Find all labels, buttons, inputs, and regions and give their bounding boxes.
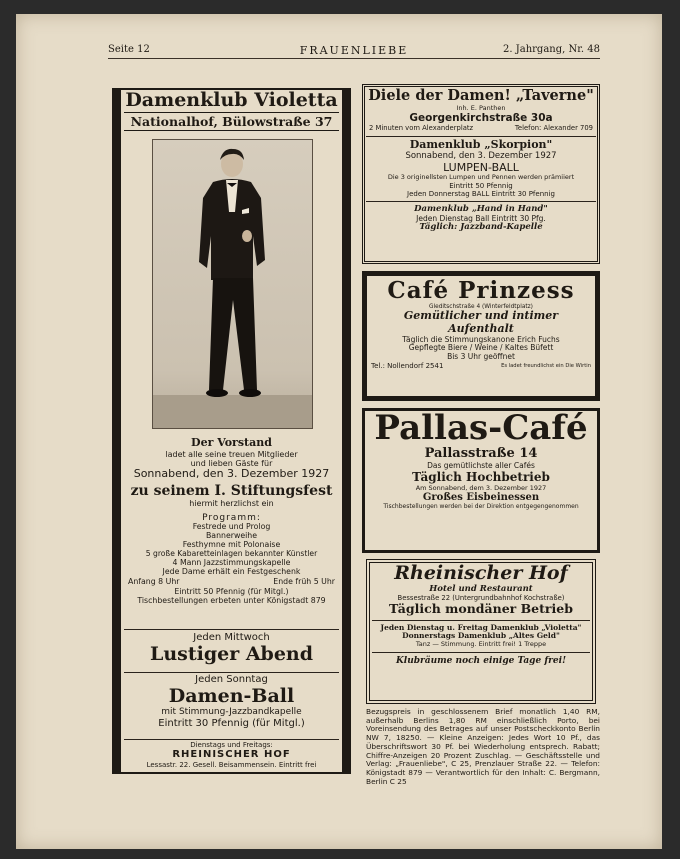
divider bbox=[124, 672, 339, 673]
violetta-venue-address: Lessastr. 22. Gesell. Beisammensein. Eintritt frei bbox=[146, 760, 317, 769]
violetta-event: zu seinem I. Stiftungsfest bbox=[130, 482, 333, 499]
taverne-event: LUMPEN-BALL bbox=[443, 160, 519, 174]
violetta-welcome: hiermit herzlichst ein bbox=[189, 498, 274, 508]
pallas-daily: Täglich Hochbetrieb bbox=[412, 469, 550, 484]
rheinischer-dance: Tanz — Stimmung. Eintritt frei! 1 Treppe bbox=[415, 640, 547, 649]
taverne-title: Diele der Damen! „Taverne" bbox=[368, 87, 594, 104]
taverne-hand-in-hand: Damenklub „Hand in Hand" bbox=[414, 203, 548, 214]
prinzess-street-note: (Winterfeldtplatz) bbox=[481, 304, 533, 311]
taverne-daily: Täglich: Jazzband-Kapelle bbox=[419, 222, 543, 233]
rheinischer-street: Bessestraße 22 (Untergrundbahnhof Kochstraße) bbox=[397, 593, 565, 602]
violetta-footer bbox=[124, 741, 339, 769]
violetta-end: Ende früh 5 Uhr bbox=[273, 576, 335, 586]
rheinischer-content bbox=[372, 563, 590, 666]
taverne-owner: Inh. E. Panthen bbox=[456, 103, 506, 112]
violetta-body bbox=[124, 437, 339, 606]
taverne-prize: Die 3 originellsten Lumpen und Pennen werden prämiiert bbox=[387, 173, 575, 182]
program-item: Bannerweihe bbox=[205, 531, 258, 541]
prinzess-content bbox=[369, 278, 593, 372]
violetta-wed: Jeden Mittwoch bbox=[193, 632, 270, 643]
violetta-invite-1: ladet alle seine treuen Mitglieder bbox=[165, 449, 298, 459]
taverne-phone: Telefon: Alexander 709 bbox=[514, 124, 593, 133]
violetta-entry: Eintritt 50 Pfennig (für Mitgl.) bbox=[174, 586, 289, 596]
prinzess-daily: Täglich die Stimmungskanone Erich Fuchs bbox=[402, 334, 560, 344]
violetta-sun-music: mit Stimmung-Jazzbandkapelle bbox=[161, 707, 302, 718]
pallas-street: Pallasstraße 14 bbox=[424, 446, 538, 462]
prinzess-slogan-1: Gemütlicher und intimer bbox=[403, 309, 559, 323]
violetta-sun-entry: Eintritt 30 Pfennig (für Mitgl.) bbox=[158, 717, 305, 729]
taverne-street: Georgenkirchstraße 30a bbox=[409, 112, 553, 125]
prinzess-host: Es ladet freundlichst ein Die Wirtin bbox=[501, 362, 591, 369]
pallas-content bbox=[367, 410, 595, 511]
prinzess-title: Café Prinzess bbox=[387, 277, 575, 304]
rheinischer-tue-fri: Jeden Dienstag u. Freitag Damenklub „Violetta" bbox=[380, 622, 582, 632]
subscription-notice: Bezugspreis in geschlossenem Brief monatlich 1,40 RM, außerhalb Berlins 1,80 RM einschließlich Porto, bei Voreinsendung des Betrages auf unser Postscheckkonto Berlin NW 7, 18250. — Kleine Anzeigen: Jedes Wort 10 Pf., das Überschriftswort 30 Pf. bei Wiederholung entsprech. Rabatt; Chiffre-Anzeigen 20 Prozent Zuschlag. — Geschäftsstelle und Verlag: „Frauenliebe", C 25, Prenzlauer Straße 22. — Telefon: Königstadt 879 — Verantwortlich für den Inhalt: C. Bergmann, Berlin C 25 bbox=[366, 707, 600, 786]
violetta-program-title: Programm: bbox=[202, 512, 261, 523]
violetta-venue: RHEINISCHER HOF bbox=[172, 749, 291, 761]
program-item: Festrede und Prolog bbox=[192, 522, 271, 532]
page-number: Seite 12 bbox=[108, 44, 150, 55]
pallas-title: Pallas-Café bbox=[374, 408, 588, 448]
prinzess-phone: Tel.: Nollendorf 2541 bbox=[371, 361, 444, 370]
taverne-near: 2 Minuten vom Alexanderplatz bbox=[369, 124, 474, 133]
violetta-invite-2: und lieben Gäste für bbox=[190, 458, 273, 468]
portrait-photo bbox=[152, 139, 313, 429]
program-item: 4 Mann Jazzstimmungskapelle bbox=[172, 557, 291, 567]
taverne-content bbox=[366, 88, 596, 233]
issue-number: 2. Jahrgang, Nr. 48 bbox=[503, 44, 600, 55]
violetta-title: Damenklub Violetta bbox=[125, 89, 338, 111]
pallas-date: Am Sonnabend, dem 3. Dezember 1927 bbox=[415, 483, 547, 492]
violetta-sunday bbox=[124, 674, 339, 729]
pallas-reservations: Tischbestellungen werden bei der Direktion entgegengenommen bbox=[383, 502, 579, 510]
prinzess-slogan-2: Aufenthalt bbox=[448, 322, 514, 336]
prinzess-drinks: Gepflegte Biere / Weine / Kaltes Büfett bbox=[408, 343, 554, 353]
taverne-date: Sonnabend, den 3. Dezember 1927 bbox=[405, 150, 557, 161]
divider bbox=[124, 629, 339, 630]
violetta-date: Sonnabend, den 3. Dezember 1927 bbox=[133, 467, 330, 481]
rheinischer-title: Rheinischer Hof bbox=[394, 562, 568, 584]
violetta-tue-fri: Dienstags und Freitags: bbox=[190, 741, 273, 749]
prinzess-street: Gleditschstraße 4 bbox=[429, 304, 481, 311]
taverne-thursday: Jeden Donnerstag BALL Eintritt 30 Pfennig bbox=[407, 189, 555, 198]
program-item: Jede Dame erhält ein Festgeschenk bbox=[162, 566, 301, 576]
program-item: 5 große Kabaretteinlagen bekannter Künstler bbox=[145, 549, 318, 559]
violetta-wed-event: Lustiger Abend bbox=[149, 642, 314, 665]
taverne-hih-tuesday: Jeden Dienstag Ball Eintritt 30 Pfg. bbox=[416, 213, 546, 223]
prinzess-open: Bis 3 Uhr geöffnet bbox=[447, 351, 515, 361]
violetta-address: Nationalhof, Bülowstraße 37 bbox=[124, 112, 339, 131]
page-header bbox=[108, 44, 600, 59]
pallas-event: Großes Eisbeinessen bbox=[422, 492, 540, 504]
magazine-title: FRAUENLIEBE bbox=[299, 44, 409, 57]
taverne-entry: Eintritt 50 Pfennig bbox=[449, 181, 513, 190]
rheinischer-sub: Hotel und Restaurant bbox=[429, 583, 533, 594]
violetta-board: Der Vorstand bbox=[191, 436, 272, 449]
rheinischer-rooms: Klubräume noch einige Tage frei! bbox=[395, 655, 567, 666]
violetta-sun: Jeden Sonntag bbox=[195, 674, 268, 685]
taverne-club: Damenklub „Skorpion" bbox=[409, 138, 553, 152]
violetta-tables: Tischbestellungen erbeten unter Königstadt 879 bbox=[137, 595, 326, 605]
program-item: Festhymne mit Polonaise bbox=[182, 540, 281, 550]
violetta-start: Anfang 8 Uhr bbox=[128, 576, 180, 586]
pallas-cozy: Das gemütlichste aller Cafés bbox=[427, 461, 535, 471]
violetta-sun-event: Damen-Ball bbox=[168, 684, 295, 707]
divider bbox=[124, 739, 339, 740]
rheinischer-thursday: Donnerstags Damenklub „Altes Geld" bbox=[402, 631, 560, 641]
rheinischer-daily: Täglich mondäner Betrieb bbox=[389, 601, 573, 617]
violetta-weekly bbox=[124, 632, 339, 665]
